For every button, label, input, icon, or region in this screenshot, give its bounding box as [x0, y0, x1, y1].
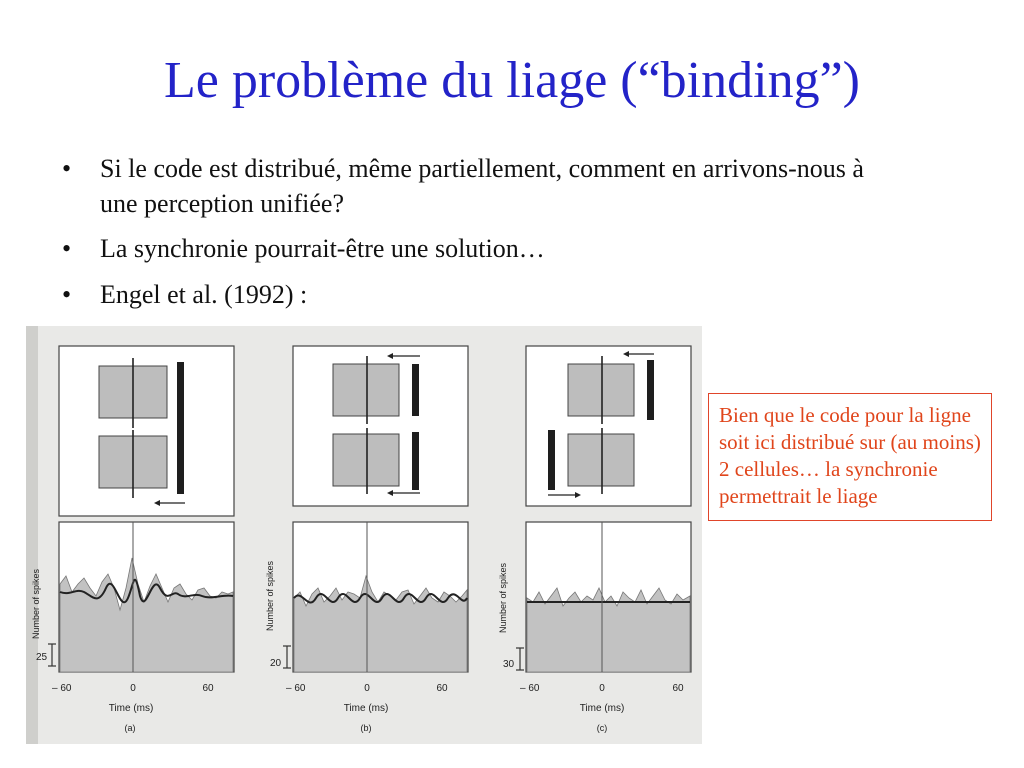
- panel-c-y-axis-label: Number of spikes: [498, 562, 508, 634]
- panel-b-x-tick: 60: [436, 683, 448, 694]
- panel-b-x-axis-label: Time (ms): [343, 703, 389, 714]
- panel-a-chart: [48, 522, 234, 672]
- panel-c-x-axis-label: Time (ms): [579, 703, 625, 714]
- panel-b-x-tick: – 60: [286, 683, 306, 694]
- panel-c-x-tick: 0: [599, 683, 605, 694]
- panel-a-x-tick: 0: [130, 683, 136, 694]
- panel-c-chart: [516, 522, 691, 672]
- panel-c-x-tick: – 60: [520, 683, 540, 694]
- panel-c-histogram: [527, 588, 690, 672]
- bullet-item: • Si le code est distribué, même partiellement, comment en arrivons-nous à une perception unifiée?: [62, 152, 902, 221]
- figure-svg: [26, 326, 702, 744]
- bullet-item: • Engel et al. (1992) :: [62, 278, 902, 313]
- panel-c-x-tick: 60: [672, 683, 684, 694]
- slide-title: Le problème du liage (“binding”): [164, 52, 860, 109]
- panel-b-chart: [283, 522, 468, 672]
- panel-a-x-tick: – 60: [52, 683, 72, 694]
- panel-b-label: (b): [360, 723, 372, 733]
- panel-b-x-tick: 0: [364, 683, 370, 694]
- panel-a-stimulus: [59, 346, 234, 516]
- panel-a-x-tick: 60: [202, 683, 214, 694]
- callout-text: Bien que le code pour la ligne soit ici distribué sur (au moins) 2 cellules… la synchronie permettrait le liage: [719, 403, 981, 508]
- panel-a-x-axis-label: Time (ms): [108, 703, 154, 714]
- panel-a-y-axis-label: Number of spikes: [31, 568, 41, 640]
- panel-b-stimulus: [293, 346, 468, 506]
- panel-c-scale-label: 30: [503, 659, 515, 670]
- engel-figure: [26, 326, 702, 744]
- panel-b-scale-label: 20: [270, 658, 282, 669]
- panel-c-stimulus: [526, 346, 691, 506]
- callout-box: [708, 393, 992, 521]
- panel-a-scale-label: 25: [36, 652, 48, 663]
- bullet-list: [62, 152, 902, 323]
- panel-b-y-axis-label: Number of spikes: [265, 560, 275, 632]
- panel-c-label: (c): [596, 723, 608, 733]
- bullet-item: • La synchronie pourrait-être une solution…: [62, 232, 902, 267]
- panel-a-label: (a): [124, 723, 136, 733]
